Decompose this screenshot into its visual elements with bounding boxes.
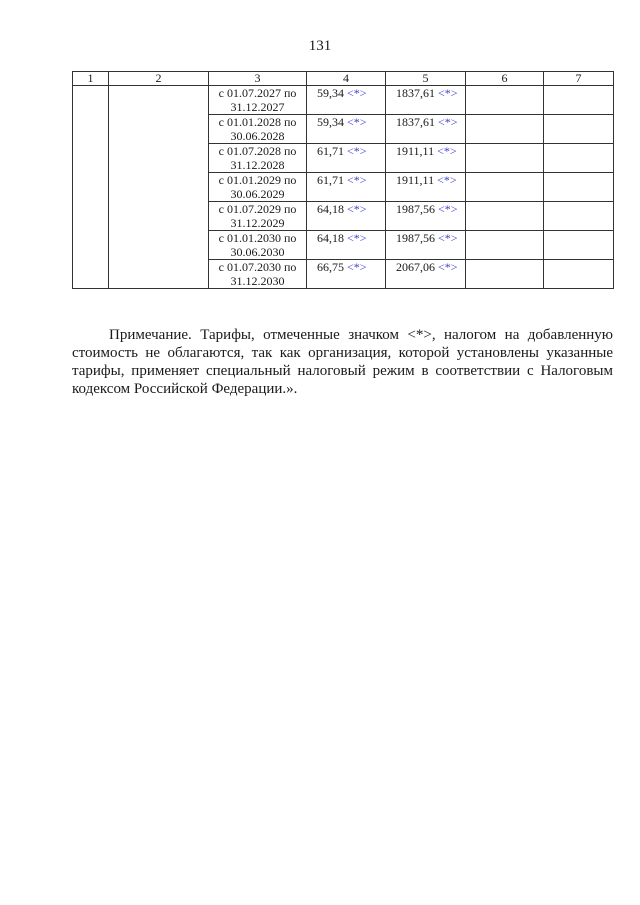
column-1-cell — [73, 86, 109, 289]
tariff-value-col5-cell — [386, 231, 466, 260]
column-header: 1 — [73, 72, 109, 86]
table-header-row — [73, 72, 614, 86]
tariff-value: 61,71 — [317, 173, 344, 187]
column-7-cell — [544, 86, 614, 115]
period-start: с 01.07.2029 по — [218, 202, 297, 216]
vat-exempt-mark-link[interactable]: <*> — [438, 231, 458, 245]
period-cell — [209, 173, 307, 202]
period-cell — [209, 86, 307, 115]
page-number: 131 — [308, 38, 332, 54]
vat-exempt-mark-link[interactable]: <*> — [438, 86, 458, 100]
tariff-value: 2067,06 — [396, 260, 435, 274]
vat-exempt-mark-link[interactable]: <*> — [347, 260, 367, 274]
column-6-cell — [466, 231, 544, 260]
period-start: с 01.07.2030 по — [218, 260, 297, 274]
column-6-cell — [466, 115, 544, 144]
tariff-value: 64,18 — [317, 231, 344, 245]
column-6-cell — [466, 202, 544, 231]
column-7-cell — [544, 260, 614, 289]
column-7-cell — [544, 144, 614, 173]
period-end: 31.12.2030 — [230, 274, 285, 288]
tariff-value: 1911,11 — [396, 173, 435, 187]
footnote-paragraph: Примечание. Тарифы, отмеченные значком <*>, налогом на добавленную стоимость не облагаются, так как организация, которой установлены указанные тарифы, применяет специальный налоговый режим в соответствии с Налоговым кодексом Российской Федерации.». — [72, 327, 613, 397]
column-header: 6 — [466, 72, 544, 86]
tariff-value: 59,34 — [317, 115, 344, 129]
period-end: 30.06.2030 — [230, 245, 285, 259]
period-end: 31.12.2029 — [230, 216, 285, 230]
vat-exempt-mark-link[interactable]: <*> — [347, 231, 367, 245]
column-header: 3 — [209, 72, 307, 86]
tariff-table — [72, 71, 614, 289]
tariff-value-col4-cell — [307, 202, 386, 231]
tariff-value: 61,71 — [317, 144, 344, 158]
column-header: 7 — [544, 72, 614, 86]
period-end: 30.06.2028 — [230, 129, 285, 143]
column-7-cell — [544, 115, 614, 144]
column-7-cell — [544, 173, 614, 202]
tariff-value-col5-cell — [386, 202, 466, 231]
vat-exempt-mark-link[interactable]: <*> — [347, 173, 367, 187]
tariff-value-col4-cell — [307, 115, 386, 144]
column-header: 2 — [109, 72, 209, 86]
vat-exempt-mark-link[interactable]: <*> — [437, 144, 457, 158]
tariff-value-col4-cell — [307, 231, 386, 260]
table-row — [73, 86, 614, 115]
vat-exempt-mark-link[interactable]: <*> — [347, 202, 367, 216]
tariff-value: 1987,56 — [396, 202, 435, 216]
vat-exempt-mark-link[interactable]: <*> — [438, 202, 458, 216]
vat-exempt-mark-link[interactable]: <*> — [347, 144, 367, 158]
period-end: 31.12.2027 — [230, 100, 285, 114]
vat-exempt-mark-link[interactable]: <*> — [347, 115, 367, 129]
vat-exempt-mark-link[interactable]: <*> — [438, 260, 458, 274]
period-end: 30.06.2029 — [230, 187, 285, 201]
tariff-value-col5-cell — [386, 260, 466, 289]
vat-exempt-mark-link[interactable]: <*> — [438, 115, 458, 129]
column-7-cell — [544, 231, 614, 260]
column-6-cell — [466, 260, 544, 289]
period-cell — [209, 144, 307, 173]
period-cell — [209, 260, 307, 289]
tariff-value: 66,75 — [317, 260, 344, 274]
vat-exempt-mark-link[interactable]: <*> — [347, 86, 367, 100]
period-end: 31.12.2028 — [230, 158, 285, 172]
tariff-value: 64,18 — [317, 202, 344, 216]
tariff-value: 1837,61 — [396, 115, 435, 129]
column-header: 5 — [386, 72, 466, 86]
column-header: 4 — [307, 72, 386, 86]
period-cell — [209, 115, 307, 144]
column-6-cell — [466, 173, 544, 202]
period-cell — [209, 202, 307, 231]
column-2-cell — [109, 86, 209, 289]
tariff-value-col4-cell — [307, 260, 386, 289]
tariff-value-col4-cell — [307, 173, 386, 202]
column-7-cell — [544, 202, 614, 231]
tariff-value-col5-cell — [386, 86, 466, 115]
column-6-cell — [466, 144, 544, 173]
tariff-value-col4-cell — [307, 144, 386, 173]
period-start: с 01.07.2028 по — [218, 144, 297, 158]
tariff-value: 1987,56 — [396, 231, 435, 245]
tariff-value: 1911,11 — [396, 144, 435, 158]
tariff-value-col5-cell — [386, 115, 466, 144]
tariff-value: 59,34 — [317, 86, 344, 100]
period-start: с 01.01.2029 по — [218, 173, 297, 187]
tariff-value-col4-cell — [307, 86, 386, 115]
tariff-value-col5-cell — [386, 144, 466, 173]
tariff-value-col5-cell — [386, 173, 466, 202]
column-6-cell — [466, 86, 544, 115]
vat-exempt-mark-link[interactable]: <*> — [437, 173, 457, 187]
tariff-value: 1837,61 — [396, 86, 435, 100]
period-start: с 01.01.2030 по — [218, 231, 297, 245]
period-cell — [209, 231, 307, 260]
period-start: с 01.07.2027 по — [218, 86, 297, 100]
period-start: с 01.01.2028 по — [218, 115, 297, 129]
